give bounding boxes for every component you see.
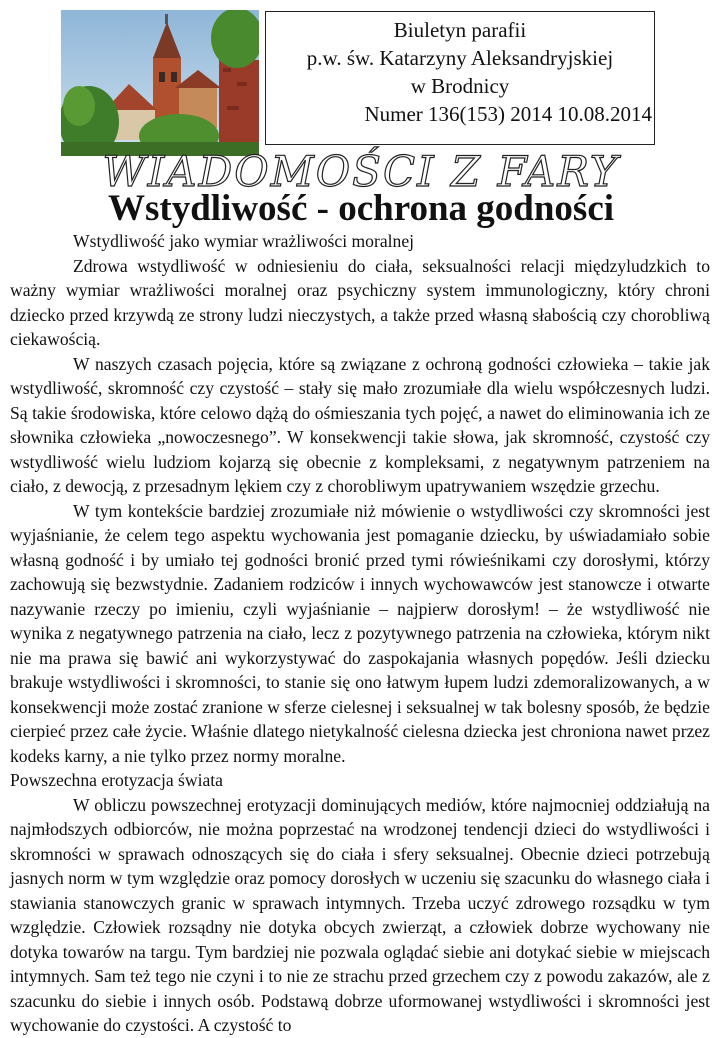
article-title: Wstydliwość - ochrona godności [107,188,615,229]
bulletin-name: Biuletyn parafii [393,18,527,42]
parish-location: w Brodnicy [410,74,510,98]
paragraph: W naszych czasach pojęcia, które są związane z ochroną godności człowieka – takie jak wstydliwość, skromność czy czystość – stały się mało zrozumiałe dla wielu współczesnych ludzi. Są takie środowiska, które celowo dążą do ośmieszania tych pojęć, a nawet do eliminowania ich ze słownika człowieka „nowoczesnego”. W konsekwencji takie słowa, jak skromność, czystość czy wstydliwość wielu ludziom kojarzą się obecnie z kompleksami, z negatywnym patrzeniem na ciało, z dewocją, z przesadnym lękiem czy z chorobliwym upatrywaniem wszędzie grzechu. [10,353,710,496]
parish-name: p.w. św. Katarzyny Aleksandryjskiej [306,46,614,70]
article-body [10,229,710,1038]
church-photo [61,10,259,156]
bulletin-info-box [265,11,655,145]
paragraph: W tym kontekście bardziej zrozumiałe niż mówienie o wstydliwości czy skromności jest wyjaśnianie, że celem tego aspektu wychowania jest pomaganie dziecku, by uświadamiało sobie własną godność i by umiało tej godności bronić przed tymi rówieśnikami czy dorosłymi, którzy zachowują się bezwstydnie. Zadaniem rodziców i innych wychowawców jest stanowcze i otwarte nazywanie rzeczy po imieniu, czyli wyjaśnianie – najpierw dorosłym! – że wstydliwość nie wynika z negatywnego patrzenia na ciało, lecz z pozytywnego patrzenia na człowieka, którym nikt nie ma prawa się bawić ani wykorzystywać do zaspokajania własnych popędów. Jeśli dziecku brakuje wstydliwości i skromności, to stanie się ono łatwym łupem ludzi zdemoralizowanych, a w konsekwencji może zostać zranione w sferze cielesnej i seksualnej w tak bolesny sposób, że będzie cierpieć przez całe życie. Właśnie dlatego nietykalność cielesna dziecka jest chroniona nawet przez kodeks karny, a nie tylko przez normy moralne. [10,500,710,766]
paragraph: Zdrowa wstydliwość w odniesieniu do ciała, seksualności relacji międzyludzkich to ważny wymiar wrażliwości moralnej oraz psychiczny system immunologiczny, który chroni dziecko przed krzywdą ze strony ludzi nieczystych, a także przed własną słabością czy chorobliwą ciekawością. [10,255,710,349]
masthead-title: WIADOMOŚCI Z FARY [102,147,620,196]
issue-number: Numer 136(153) 2014 10.08.2014 [364,102,652,126]
paragraph: W obliczu powszechnej erotyzacji dominujących mediów, które najmocniej oddziałują na najmłodszych odbiorców, nie można poprzestać na wrodzonej tendencji dzieci do wstydliwości i skromności w sprawach odnoszących się do ciała i sfery seksualnej. Obecnie dzieci potrzebują jasnych norm w tym względzie oraz pomocy dorosłych w uczeniu się szacunku do własnego ciała i stawiania stanowczych granic w sprawach intymnych. Trzeba uczyć zdrowego rozsądku w tym względzie. Człowiek rozsądny nie dotyka obcych zwierząt, a człowiek dobrze wychowany nie dotyka towarów na targu. Tym bardziej nie pozwala oglądać siebie ani dotykać siebie w miejscach intymnych. Sam też tego nie czyni i to nie ze strachu przed grzechem czy z powodu zakazów, ale z szacunku do siebie i innych osób. Podstawą dobrze uformowanej wstydliwości i skromności jest wychowanie do czystości. A czystość to [10,794,710,1035]
section-heading: Wstydliwość jako wymiar wrażliwości moralnej [73,231,415,251]
church-photo-illustration [61,10,259,156]
section-heading: Powszechna erotyzacja świata [10,770,223,790]
